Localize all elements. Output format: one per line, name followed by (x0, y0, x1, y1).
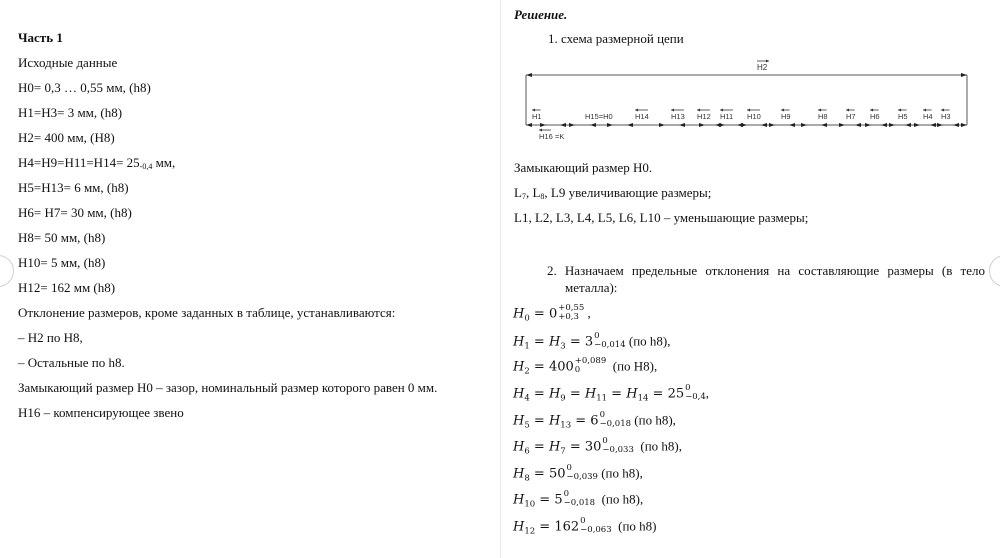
chain-link-text: H11 (720, 112, 734, 121)
equals-sign: = (565, 439, 585, 455)
nominal-value: 5 (554, 492, 563, 508)
input-line-main: H4=H9=H11=H14= 25 (18, 155, 140, 170)
tolerance-formula (513, 438, 682, 460)
equals-sign: = (648, 386, 668, 402)
formula-subscript: 5 (524, 420, 530, 431)
chain-link-label (941, 109, 951, 122)
lower-deviation: +0,3 (558, 312, 579, 322)
chain-link-text: H5 (898, 112, 908, 121)
tolerance-formula (513, 518, 657, 540)
h2-label-text: H2 (757, 63, 768, 72)
formula-note: (по h8), (625, 333, 671, 349)
chain-link-label (697, 109, 711, 122)
equals-sign: = (529, 413, 549, 429)
formula-subscript: 2 (524, 366, 530, 377)
upper-deviation: 0 (566, 463, 572, 473)
formula-note: , (584, 305, 591, 321)
tolerance-limits (685, 384, 706, 402)
note-line: Отклонение размеров, кроме заданных в таблице, устанавливаются: (18, 305, 396, 320)
formula-subscript: 13 (560, 420, 572, 431)
input-line-sub: -0,4 (139, 162, 153, 171)
formula-variable: H (548, 386, 561, 402)
increasing-links-text (514, 185, 711, 205)
lower-deviation: −0,039 (566, 472, 598, 482)
formula-note: (по h8) (611, 518, 657, 534)
closing-link-text: Замыкающий размер H0. (514, 160, 653, 175)
chain-arrowhead (526, 123, 532, 127)
section-subtitle: Исходные данные (18, 55, 118, 70)
step-1-heading: 1. схема размерной цепи (548, 31, 684, 46)
text-part: L (514, 185, 522, 200)
chain-arrowhead (789, 123, 795, 127)
step-2-line-1: 2. Назначаем предельные отклонения на составляющие размеры (в тело (547, 263, 985, 278)
chain-arrowhead (905, 123, 911, 127)
lower-deviation: −0,033 (602, 445, 634, 455)
compensating-link-label (539, 129, 564, 142)
chain-link-text: H13 (671, 112, 685, 121)
chain-arrowhead (937, 123, 943, 127)
formula-subscript: 10 (524, 499, 536, 510)
tolerance-formula (513, 385, 709, 407)
chain-link-text: H14 (635, 112, 649, 121)
upper-deviation: 0 (594, 331, 600, 341)
chain-arrowhead (889, 123, 895, 127)
tolerance-limits (558, 304, 584, 322)
tolerance-limits (575, 357, 606, 375)
chain-link-text: H12 (697, 112, 711, 121)
chain-link-label (846, 109, 856, 122)
formula-note: , (705, 385, 709, 401)
formula-variable: H (513, 492, 525, 508)
text-sub: 8 (540, 192, 545, 201)
dimension-chain-diagram (515, 55, 975, 150)
tolerance-formula (513, 491, 643, 513)
formula-note: (по H8), (606, 358, 658, 374)
chain-link-text: H3 (941, 112, 951, 121)
tolerance-limits (580, 517, 611, 535)
solution-heading: Решение. (514, 7, 568, 22)
formula-variable: H (513, 334, 525, 350)
tolerance-formula (513, 358, 657, 380)
formula-variable: H (548, 413, 561, 429)
nominal-value: 400 (548, 359, 574, 375)
chain-link-label (818, 109, 828, 122)
formula-subscript: 9 (560, 393, 566, 404)
chain-link-label (532, 109, 542, 122)
chain-link-label (671, 109, 685, 122)
chain-arrowhead (540, 123, 546, 127)
tolerance-limits (600, 411, 631, 429)
tolerance-limits (602, 437, 633, 455)
lower-deviation: −0,063 (580, 525, 612, 535)
upper-deviation: 0 (602, 436, 608, 446)
formula-note: (по h8), (597, 465, 643, 481)
formula-note: (по h8), (631, 412, 676, 428)
input-line: H2= 400 мм, (H8) (18, 130, 115, 145)
chain-arrowhead (881, 123, 887, 127)
chain-arrowhead (659, 123, 665, 127)
chain-link-label (747, 109, 761, 122)
h2-label (757, 60, 769, 73)
equals-sign: = (535, 519, 555, 535)
chain-link-label (923, 109, 933, 122)
tolerance-limits (594, 332, 625, 350)
chain-arrowhead (761, 123, 767, 127)
formula-subscript: 14 (637, 393, 649, 404)
chain-link-label (898, 109, 908, 122)
nominal-value: 50 (548, 466, 566, 482)
input-line: H8= 50 мм, (h8) (18, 230, 106, 245)
formula-subscript: 1 (524, 341, 530, 352)
nominal-value: 3 (584, 334, 594, 350)
tolerance-formula (513, 305, 591, 327)
input-line-tail: мм, (152, 155, 176, 170)
formula-variable: H (513, 359, 525, 375)
upper-deviation: +0,55 (558, 303, 585, 313)
chain-link-text: H15=H0 (585, 112, 613, 121)
chain-link-text: H8 (818, 112, 828, 121)
tolerance-limits (564, 490, 595, 508)
equals-sign: = (529, 466, 549, 482)
lower-deviation: 0 (574, 365, 581, 375)
note-line: H16 – компенсирующее звено (18, 405, 184, 420)
step-2-paragraph (547, 262, 985, 296)
lower-deviation: −0,018 (563, 498, 596, 508)
equals-sign: = (571, 413, 591, 429)
formula-variable: H (513, 413, 525, 429)
chain-arrowhead (560, 123, 566, 127)
formula-subscript: 7 (560, 446, 566, 457)
nominal-value: 162 (554, 519, 580, 535)
input-line (18, 155, 175, 175)
equals-sign: = (607, 386, 627, 402)
formula-variable: H (548, 439, 561, 455)
upper-deviation: 0 (580, 516, 586, 526)
nominal-value: 6 (590, 413, 599, 429)
chain-arrowhead (839, 123, 845, 127)
chain-link-text: H9 (781, 112, 791, 121)
chain-arrowhead (801, 123, 807, 127)
chain-link-label (720, 109, 733, 122)
chain-link-label (585, 112, 613, 121)
formula-variable: H (513, 466, 525, 482)
chain-link-text: H4 (923, 112, 933, 121)
chain-arrowhead (590, 123, 596, 127)
formula-note: (по h8), (595, 491, 644, 507)
formula-subscript: 12 (524, 526, 536, 537)
note-line: Замыкающий размер H0 – зазор, номинальный размер которого равен 0 мм. (18, 380, 438, 395)
lower-deviation: −0,014 (594, 340, 626, 350)
nominal-value: 30 (584, 439, 602, 455)
text-part: , L (525, 185, 541, 200)
tolerance-formula (513, 465, 643, 487)
tolerance-formula (513, 412, 676, 434)
formula-subscript: 8 (524, 473, 530, 484)
upper-deviation: 0 (685, 383, 691, 393)
input-line: H1=H3= 3 мм, (h8) (18, 105, 123, 120)
chain-link-text: H10 (747, 112, 761, 121)
formula-variable: H (626, 386, 638, 402)
formula-subscript: 11 (596, 393, 608, 404)
section-title: Часть 1 (18, 30, 63, 45)
input-line: H10= 5 мм, (h8) (18, 255, 106, 270)
formula-variable: H (513, 306, 525, 322)
chain-link-label (870, 109, 880, 122)
chain-arrowhead (569, 123, 575, 127)
comp-label-text: H16 (539, 132, 553, 141)
chain-arrowhead (769, 123, 775, 127)
formula-subscript: 4 (524, 393, 530, 404)
input-line: H5=H13= 6 мм, (h8) (18, 180, 129, 195)
formula-variable: H (513, 386, 525, 402)
note-line: – Остальные по h8. (18, 355, 125, 370)
input-line: H6= H7= 30 мм, (h8) (18, 205, 132, 220)
formula-variable: H (513, 519, 525, 535)
equals-sign: = (529, 306, 549, 322)
formula-note: (по h8), (633, 438, 683, 454)
lower-deviation: −0,018 (599, 419, 632, 429)
lower-deviation: −0,4 (685, 392, 706, 402)
chain-arrowhead (741, 123, 747, 127)
h2-arrow-left (526, 73, 532, 77)
nominal-value: 0 (548, 306, 558, 322)
chain-link-text: H1 (532, 112, 542, 121)
chain-arrowhead (865, 123, 871, 127)
formula-subscript: 6 (524, 446, 530, 457)
chain-arrowhead (953, 123, 959, 127)
upper-deviation: +0,089 (574, 356, 607, 366)
formula-variable: H (548, 334, 561, 350)
decreasing-links-text: L1, L2, L3, L4, L5, L6, L10 – уменьшающие размеры; (514, 210, 809, 225)
equals-sign: = (529, 439, 549, 455)
note-line: – H2 по H8, (18, 330, 83, 345)
chain-arrowhead (607, 123, 613, 127)
step-2-line-2: металла): (565, 280, 618, 295)
nominal-value: 25 (667, 386, 685, 402)
formula-variable: H (513, 439, 525, 455)
chain-arrowhead (821, 123, 827, 127)
chain-arrowhead (699, 123, 705, 127)
h2-arrow-right (961, 73, 967, 77)
equals-sign: = (529, 359, 549, 375)
tolerance-limits (566, 464, 597, 482)
text-part: , L9 увеличивающие размеры; (544, 185, 712, 200)
chain-link-text: H6 (870, 112, 880, 121)
input-line: H0= 0,3 … 0,55 мм, (h8) (18, 80, 151, 95)
upper-deviation: 0 (563, 489, 570, 499)
equals-sign: = (529, 386, 549, 402)
chain-link-label (781, 109, 791, 122)
tolerance-formula (513, 333, 671, 355)
chain-arrowhead (930, 123, 936, 127)
chain-arrowhead (627, 123, 633, 127)
equals-sign: = (529, 334, 549, 350)
equals-sign: = (535, 492, 555, 508)
formula-subscript: 0 (524, 313, 530, 324)
chain-link-text: H7 (846, 112, 856, 121)
text-sub: 7 (521, 192, 526, 201)
chain-arrowhead (914, 123, 920, 127)
chain-arrowhead (855, 123, 861, 127)
chain-link-label (635, 109, 649, 122)
chain-arrowhead (679, 123, 685, 127)
upper-deviation: 0 (599, 410, 605, 420)
formula-subscript: 3 (560, 341, 566, 352)
equals-sign: = (565, 386, 585, 402)
chain-arrowhead (961, 123, 967, 127)
comp-suffix-text: =K (555, 132, 565, 141)
input-line: H12= 162 мм (h8) (18, 280, 116, 295)
equals-sign: = (565, 334, 585, 350)
formula-variable: H (584, 386, 597, 402)
chain-arrowhead (719, 123, 725, 127)
